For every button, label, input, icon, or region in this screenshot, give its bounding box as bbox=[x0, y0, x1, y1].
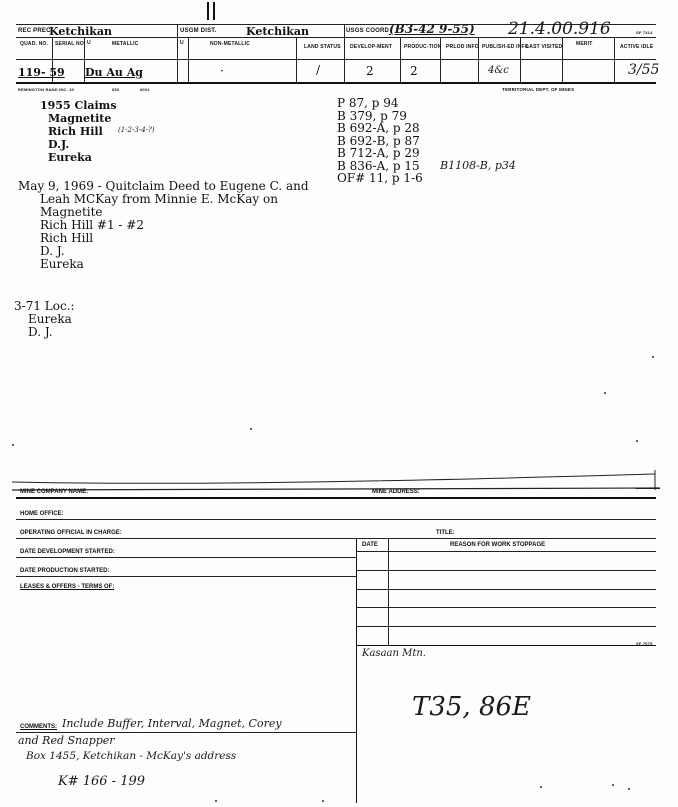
loc-item: Eureka bbox=[28, 312, 72, 326]
col-quad: QUAD. NO. bbox=[20, 41, 49, 47]
loc-title: 3-71 Loc.: bbox=[14, 299, 75, 313]
usgm-dist-label: USGM DIST. bbox=[180, 28, 217, 34]
quitclaim-line: Rich Hill bbox=[40, 231, 94, 245]
claim-item: Magnetite bbox=[48, 112, 112, 125]
table-row-line bbox=[356, 589, 656, 590]
reference-item: OF# 11, p 1-6 bbox=[337, 171, 423, 185]
title-label: TITLE: bbox=[436, 530, 455, 536]
rec-prec-value: Ketchikan bbox=[49, 25, 113, 38]
claim-item: D.J. bbox=[48, 138, 70, 151]
col-u2: U bbox=[180, 40, 184, 46]
col-development: DEVELOP-MENT bbox=[350, 44, 393, 50]
prod-started-label: DATE PRODUCTION STARTED: bbox=[20, 568, 110, 574]
speck bbox=[612, 784, 614, 786]
col-last-visited: LAST VISITED bbox=[526, 44, 563, 50]
speck bbox=[636, 440, 638, 442]
row-land-status: / bbox=[316, 63, 321, 77]
reason-col-label: REASON FOR WORK STOPPAGE bbox=[450, 542, 546, 548]
date-col-label: DATE bbox=[362, 542, 378, 548]
col-u1: U bbox=[87, 40, 91, 46]
table-date-sep bbox=[388, 538, 389, 645]
row-production: 2 bbox=[410, 64, 418, 78]
footer-num2: 6001 bbox=[140, 87, 150, 92]
table-row-line bbox=[356, 607, 656, 608]
claims-hand-note: (1-2-3-4-?) bbox=[118, 126, 155, 134]
punch-mark-left bbox=[207, 2, 209, 20]
claims-block bbox=[40, 99, 117, 164]
quitclaim-line: Magnetite bbox=[40, 205, 103, 219]
kasaan-note: Kasaan Mtn. bbox=[362, 648, 426, 659]
table-row-line bbox=[356, 626, 656, 627]
sep-u2 bbox=[188, 37, 189, 82]
row-metallic: Du Au Ag bbox=[85, 66, 143, 79]
row-published: 4&c bbox=[488, 65, 509, 76]
speck bbox=[250, 428, 252, 430]
comment-line-2: and Red Snapper bbox=[18, 734, 115, 747]
rule-operating bbox=[16, 538, 656, 539]
quitclaim-line: Rich Hill #1 - #2 bbox=[40, 218, 144, 232]
col-land-status: LAND STATUS bbox=[304, 44, 341, 50]
col-prlod: PRLOD INFO bbox=[446, 44, 479, 50]
operating-official-label: OPERATING OFFICIAL IN CHARGE: bbox=[20, 530, 122, 536]
speck bbox=[540, 786, 542, 788]
reference-item: B 692-A, p 28 bbox=[337, 121, 420, 135]
mine-address-label: MINE ADDRESS: bbox=[372, 489, 420, 495]
claim-item: Eureka bbox=[48, 151, 92, 164]
col-metallic: METALLIC bbox=[112, 41, 139, 47]
rule-prod-started bbox=[16, 576, 356, 577]
reference-item: B 712-A, p 29 bbox=[337, 146, 420, 160]
sep-prod bbox=[400, 37, 401, 82]
col-merit: MERIT bbox=[576, 41, 593, 47]
sep-land bbox=[296, 37, 297, 82]
usgs-coord-label: USGS COORD bbox=[346, 28, 390, 34]
col-serial: SERIAL NO. bbox=[55, 41, 86, 47]
comment-line-3: Box 1455, Ketchikan - McKay's address bbox=[26, 750, 237, 762]
rule-dev-started bbox=[16, 557, 356, 558]
row-quad: 119- 59 bbox=[18, 66, 65, 79]
home-office-label: HOME OFFICE: bbox=[20, 511, 64, 517]
quitclaim-line: Eureka bbox=[40, 257, 84, 271]
table-row-line bbox=[356, 570, 656, 571]
quitclaim-line: Leah MCKay from Minnie E. McKay on bbox=[40, 192, 278, 206]
coord-handwritten: 21.4.00.916 bbox=[508, 19, 611, 39]
sep-active bbox=[614, 37, 615, 82]
speck bbox=[215, 800, 217, 802]
table-row-line bbox=[356, 551, 656, 552]
quitclaim-line: D. J. bbox=[40, 244, 65, 258]
table-left-border bbox=[356, 538, 357, 803]
col-production: PRODUC-TION bbox=[404, 44, 442, 50]
quitclaim-line: May 9, 1969 - Quitclaim Deed to Eugene C. and bbox=[18, 179, 309, 193]
usgs-coord-value: (B3-42 9-55) bbox=[389, 22, 475, 36]
torn-edge-lines bbox=[0, 460, 678, 500]
reference-hand: B1108-B, p34 bbox=[440, 159, 516, 172]
rec-prec-label: REC PREC. bbox=[18, 28, 53, 34]
punch-mark-right bbox=[213, 2, 215, 20]
comments-label: COMMENTS: bbox=[20, 724, 57, 730]
speck bbox=[12, 444, 14, 446]
header-col-rule bbox=[16, 59, 656, 60]
col-non-metallic: NON-METALLIC bbox=[210, 41, 251, 47]
speck bbox=[322, 800, 324, 802]
rule-company bbox=[16, 497, 656, 499]
col-active-idle: ACTIVE IDLE bbox=[620, 44, 654, 50]
row-development: 2 bbox=[366, 64, 374, 78]
leases-label: LEASES & OFFERS - TERMS OF: bbox=[20, 584, 115, 590]
form-number-top: SF 7314 bbox=[636, 30, 653, 35]
form-number-bottom: SF 7075 bbox=[636, 641, 653, 646]
quitclaim-block bbox=[18, 180, 309, 271]
footer-dept: TERRITORIAL DEPT. OF MINES bbox=[502, 87, 575, 92]
comment-line-4: K# 166 - 199 bbox=[58, 774, 146, 789]
table-bottom-line bbox=[356, 645, 656, 646]
header-bottom-rule bbox=[16, 82, 656, 84]
speck bbox=[652, 356, 654, 358]
sep-1 bbox=[177, 24, 178, 82]
speck bbox=[604, 392, 606, 394]
row-non-metallic: · bbox=[220, 64, 224, 78]
loc-block bbox=[14, 300, 75, 339]
rule-home-office bbox=[16, 519, 656, 520]
reference-item: B 692-B, p 87 bbox=[337, 133, 420, 148]
sep-2 bbox=[344, 24, 345, 82]
claim-item: Rich Hill bbox=[48, 125, 103, 138]
reference-item: B 836-A, p 15 bbox=[337, 158, 420, 173]
dev-started-label: DATE DEVELOPMENT STARTED: bbox=[20, 549, 115, 555]
claims-title: 1955 Claims bbox=[40, 99, 117, 112]
footer-num1: 650 bbox=[112, 87, 120, 92]
references-block bbox=[337, 97, 423, 185]
comment-line-1: Include Buffer, Interval, Magnet, Corey bbox=[62, 717, 282, 730]
col-published: PUBLISH-ED INFO bbox=[482, 44, 529, 50]
row-active: 3/55 bbox=[628, 62, 660, 78]
reference-item: P 87, p 94 bbox=[337, 96, 399, 110]
rule-comments bbox=[16, 732, 356, 733]
usgm-dist-value: Ketchikan bbox=[246, 25, 310, 38]
township-note: T35, 86E bbox=[412, 692, 532, 722]
footer-printer: REMINGTON RAND INC. 20 bbox=[18, 87, 75, 92]
loc-item: D. J. bbox=[28, 325, 53, 339]
reference-item: B 379, p 79 bbox=[337, 108, 407, 123]
speck bbox=[628, 788, 630, 790]
mine-company-label: MINE COMPANY NAME: bbox=[20, 489, 89, 495]
